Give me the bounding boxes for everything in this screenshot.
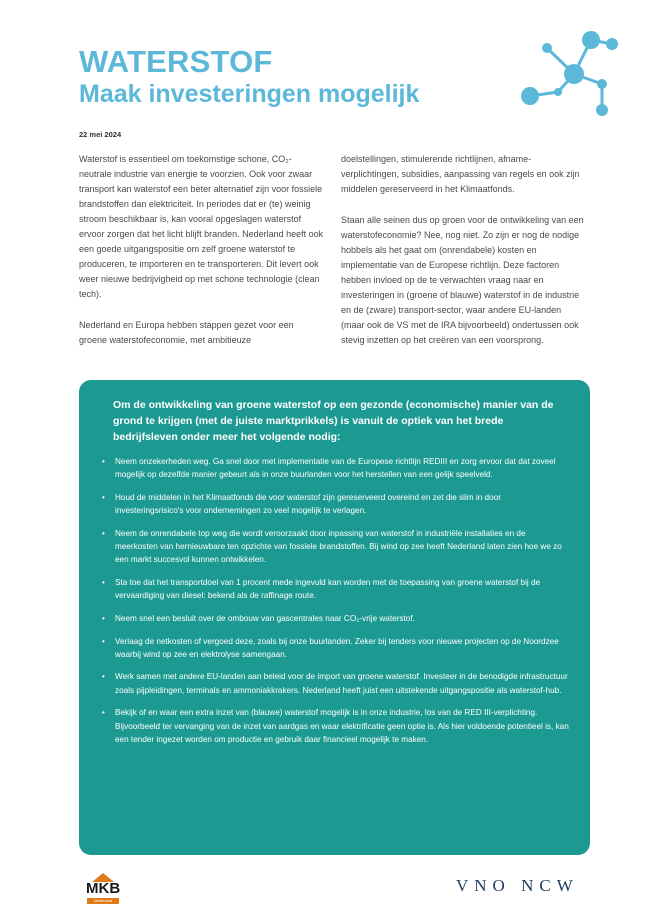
list-item [99,635,570,661]
list-item [99,612,570,625]
recommendations-box [79,380,590,855]
recommendations-list [99,455,570,746]
list-item [99,576,570,602]
bullet-icon: • [102,672,105,682]
page-subtitle: Maak investeringen mogelijk [79,80,420,108]
list-item-text: Neem snel een besluit over de ombouw van gascentrales naar CO₂-vrije waterstof. [115,613,415,623]
vno-ncw-logo: VNO NCW [456,876,579,895]
list-item-text: Neem onzekerheden weg. Ga snel door met implementatie van de Europese richtlijn REDIII en zorg ervoor dat dat zoveel mogelijk op dezelfde manier gebeurt als in onze buurlanden voor het herstellen van een gelijk speelveld. [115,457,556,480]
mkb-logo-text: MKB [86,880,121,897]
paragraph: Waterstof is essentieel om toekomstige schone, CO₂-neutrale industrie van energie te voorzien. Ook voor zwaar transport kan waterstof een beter alternatief zijn voor fossiele brandstoffen dan elektriciteit. In periodes dat er (te) weinig stroom beschikbaar is, kan vooral opgeslagen waterstof ervoor zorgen dat het licht blijft branden. Nederland heeft ook een goede uitgangspositie om zelf groene waterstof te produceren, te importeren en te transporteren. Dit levert ook weer nieuwe bedrijvigheid op met schone technologie (clean tech). [79,154,324,299]
bullet-icon: • [102,492,105,502]
bullet-icon: • [102,457,105,466]
bullet-icon: • [102,613,105,623]
box-intro: Om de ontwikkeling van groene waterstof op een gezonde (economische) manier van de grond te krijgen (met de juiste marktprikkels) is vanuit de optiek van het brede bedrijfsleven onder meer het volgende nodig: [113,399,554,443]
paragraph: Staan alle seinen dus op groen voor de ontwikkeling van een waterstofeconomie? Nee, nog niet. Zo zijn er nog de nodige hobbels als het gaat om (onrendabele) kosten en implementatie van de Europese richtlijn. Deze factoren hebben invloed op de te verwachten vraag naar en investeringen in (groene of blauwe) waterstof in de industrie en de (zware) transport-sector, waar andere EU-landen (maar ook de VS met de IRA bijvoorbeeld) ondertussen ook stevig inzetten op het creëren van een voorsprong. [341,215,584,345]
paragraph: Nederland en Europa hebben stappen gezet voor een groene waterstofeconomie, met ambitieuze [79,320,294,345]
bullet-icon: • [102,577,105,587]
intro-column-2 [341,152,586,364]
list-item [99,491,570,517]
mkb-logo-subtext: Nederland [87,898,119,904]
list-item [99,670,570,696]
mkb-logo [86,872,148,910]
list-item [99,455,570,481]
list-item-text: Neem de onrendabele top weg die wordt veroorzaakt door inpassing van waterstof in industriële installaties en de meerkosten van hernieuwbare ten opzichte van fossiele brandstoffen. Bij wind op zee heeft Nederland laten zien hoe we zo een markt succesvol kunnen ontwikkelen. [115,528,562,565]
bullet-icon: • [102,528,105,538]
bullet-icon: • [102,708,105,718]
list-item [99,706,570,746]
list-item [99,527,570,567]
list-item-text: Werk samen met andere EU-landen aan beleid voor de import van groene waterstof. Investeer in de benodigde infrastructuur zoals pijpleidingen, terminals en ammoniakkrakers. Nederland heeft juist een uitstekende uitgangspositie als waterstof-hub. [115,672,568,695]
list-item-text: Sta toe dat het transportdoel van 1 procent mede ingevuld kan worden met de toepassing van groene waterstof bij de vervaardiging van diesel: bekend als de raffinage route. [115,577,541,601]
intro-column-1 [79,152,324,364]
list-item-text: Bekijk of en waar een extra inzet van (blauwe) waterstof mogelijk is in onze industrie, los van de RED III-verplichting. Bijvoorbeeld ter vervanging van de inzet van aardgas en waar elektrificatie geen optie is. Als hier voldoende potentieel is, kan een tender ingezet worden om productie en gebruik daar financieel mogelijk te maken. [115,708,569,744]
bullet-icon: • [102,636,105,646]
publication-date: 22 mei 2024 [79,130,122,139]
paragraph: doelstellingen, stimulerende richtlijnen, afname-verplichtingen, subsidies, aanpassing van regels en ook zijn middelen gereserveerd in het Klimaatfonds. [341,154,580,194]
list-item-text: Verlaag de netkosten of vergoed deze, zoals bij onze buurlanden. Zeker bij tenders voor nieuwe projecten op de Noordzee waarbij wind op zee en elektrolyse samengaan. [115,636,559,659]
page-title: WATERSTOF [79,44,273,79]
molecule-icon [512,26,622,118]
list-item-text: Houd de middelen in het Klimaatfonds die voor waterstof zijn gereserveerd overeind en zet die slim in door investeringsrisico's voor ondernemingen zo veel mogelijk te verlagen. [115,492,501,516]
